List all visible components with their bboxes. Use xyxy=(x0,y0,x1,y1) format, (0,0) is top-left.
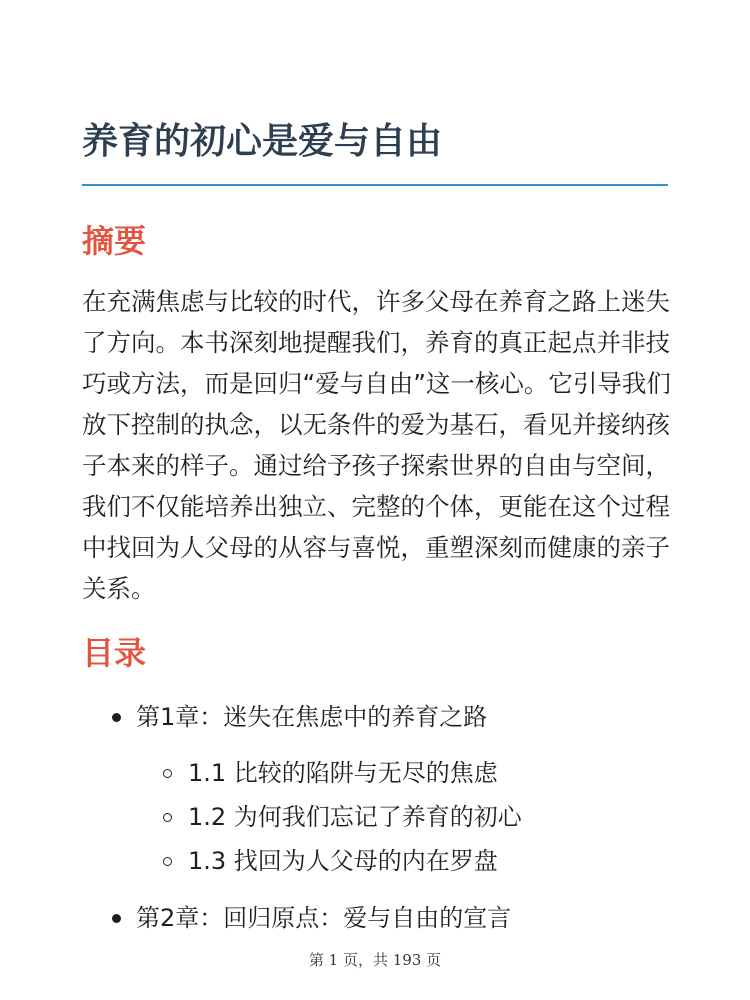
toc-heading: 目录 xyxy=(82,634,147,672)
bullet-circle-icon xyxy=(163,813,172,822)
toc-section-1-3[interactable] xyxy=(163,844,498,878)
toc-section-1-1[interactable] xyxy=(163,756,498,790)
bullet-disc-icon xyxy=(112,914,121,923)
toc-chapter-1[interactable] xyxy=(112,700,487,734)
document-title: 养育的初心是爱与自由 xyxy=(82,121,443,162)
page-number: 第 1 页，共 193 页 xyxy=(308,951,442,969)
toc-chapter-2-label: 第2章：回归原点：爱与自由的宣言 xyxy=(136,904,512,932)
summary-paragraph: 在充满焦虑与比较的时代，许多父母在养育之路上迷失了方向。本书深刻地提醒我们，养育的真正起点并非技巧或方法，而是回归“爱与自由”这一核心。它引导我们放下控制的执念，以无条件的爱为基石，看见并接纳孩子本来的样子。通过给予孩子探索世界的自由与空间，我们不仅能培养出独立、完整的个体，更能在这个过程中找回为人父母的从容与喜悦，重塑深刻而健康的亲子关系。 xyxy=(82,287,671,603)
toc-chapter-2[interactable] xyxy=(112,901,511,935)
bullet-circle-icon xyxy=(163,769,172,778)
toc-chapter-1-label: 第1章：迷失在焦虑中的养育之路 xyxy=(136,703,488,731)
toc-section-1-1-label: 1.1 比较的陷阱与无尽的焦虑 xyxy=(188,759,498,787)
summary-heading: 摘要 xyxy=(82,222,147,260)
toc-section-1-2-label: 1.2 为何我们忘记了养育的初心 xyxy=(188,803,522,831)
title-divider xyxy=(82,184,668,186)
bullet-circle-icon xyxy=(163,857,172,866)
toc-section-1-3-label: 1.3 找回为人父母的内在罗盘 xyxy=(188,847,498,875)
toc-section-1-2[interactable] xyxy=(163,800,522,834)
bullet-disc-icon xyxy=(112,713,121,722)
